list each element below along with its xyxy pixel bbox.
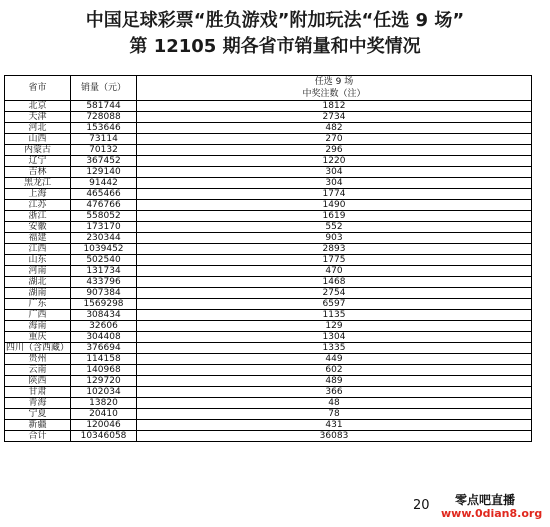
- cell-winners: 1812: [137, 101, 532, 112]
- cell-sales: 1569298: [71, 299, 137, 310]
- cell-winners: 48: [137, 398, 532, 409]
- table-row: [5, 387, 532, 398]
- cell-province: 云南: [5, 365, 71, 376]
- cell-sales: 308434: [71, 310, 137, 321]
- cell-winners: 482: [137, 123, 532, 134]
- table-row: [5, 178, 532, 189]
- cell-sales: 502540: [71, 255, 137, 266]
- cell-winners: 6597: [137, 299, 532, 310]
- cell-province: 湖南: [5, 288, 71, 299]
- cell-sales: 476766: [71, 200, 137, 211]
- cell-sales: 70132: [71, 145, 137, 156]
- cell-sales: 907384: [71, 288, 137, 299]
- cell-winners: 129: [137, 321, 532, 332]
- table-row: [5, 310, 532, 321]
- table-row: [5, 431, 532, 442]
- cell-province: 山西: [5, 134, 71, 145]
- cell-winners: 296: [137, 145, 532, 156]
- cell-province: 海南: [5, 321, 71, 332]
- cell-winners: 470: [137, 266, 532, 277]
- cell-winners: 489: [137, 376, 532, 387]
- table-body: [5, 101, 532, 442]
- table-row: [5, 332, 532, 343]
- table-row: [5, 420, 532, 431]
- cell-province: 合计: [5, 431, 71, 442]
- cell-province: 江苏: [5, 200, 71, 211]
- page-title: 中国足球彩票“胜负游戏”附加玩法“任选 9 场”: [85, 10, 465, 31]
- table-row: [5, 266, 532, 277]
- cell-sales: 13820: [71, 398, 137, 409]
- header-winners-line2: 中奖注数（注）: [302, 89, 366, 99]
- cell-winners: 449: [137, 354, 532, 365]
- cell-province: 重庆: [5, 332, 71, 343]
- table-row: [5, 277, 532, 288]
- page-subtitle: 第 12105 期各省市销量和中奖情况: [129, 36, 421, 57]
- cell-sales: 376694: [71, 343, 137, 354]
- table-row: [5, 365, 532, 376]
- cell-province: 广东: [5, 299, 71, 310]
- table-row: [5, 123, 532, 134]
- table-row: [5, 343, 532, 354]
- table-row: [5, 134, 532, 145]
- table-row: [5, 233, 532, 244]
- watermark-url: www.0dian8.org: [441, 507, 543, 520]
- cell-province: 广西: [5, 310, 71, 321]
- cell-sales: 367452: [71, 156, 137, 167]
- table-header-row: [5, 76, 532, 101]
- cell-province: 北京: [5, 101, 71, 112]
- table-row: [5, 299, 532, 310]
- header-province: 省市: [5, 76, 71, 101]
- cell-winners: 304: [137, 167, 532, 178]
- cell-province: 陕西: [5, 376, 71, 387]
- cell-sales: 114158: [71, 354, 137, 365]
- header-winners: [137, 76, 532, 101]
- cell-sales: 73114: [71, 134, 137, 145]
- cell-province: 福建: [5, 233, 71, 244]
- cell-sales: 304408: [71, 332, 137, 343]
- cell-sales: 230344: [71, 233, 137, 244]
- watermark-name: 零点吧直播: [455, 493, 516, 507]
- table-row: [5, 112, 532, 123]
- cell-sales: 465466: [71, 189, 137, 200]
- cell-sales: 433796: [71, 277, 137, 288]
- table-row: [5, 398, 532, 409]
- cell-winners: 36083: [137, 431, 532, 442]
- cell-sales: 120046: [71, 420, 137, 431]
- cell-province: 甘肃: [5, 387, 71, 398]
- table-row: [5, 376, 532, 387]
- cell-winners: 431: [137, 420, 532, 431]
- cell-winners: 1468: [137, 277, 532, 288]
- cell-winners: 552: [137, 222, 532, 233]
- cell-province: 天津: [5, 112, 71, 123]
- cell-winners: 304: [137, 178, 532, 189]
- cell-province: 内蒙古: [5, 145, 71, 156]
- cell-sales: 153646: [71, 123, 137, 134]
- cell-province: 山东: [5, 255, 71, 266]
- cell-province: 辽宁: [5, 156, 71, 167]
- cell-sales: 129720: [71, 376, 137, 387]
- cell-sales: 20410: [71, 409, 137, 420]
- cell-province: 河北: [5, 123, 71, 134]
- cell-sales: 32606: [71, 321, 137, 332]
- cell-winners: 2754: [137, 288, 532, 299]
- cell-province: 上海: [5, 189, 71, 200]
- table-row: [5, 145, 532, 156]
- cell-sales: 140968: [71, 365, 137, 376]
- table-row: [5, 200, 532, 211]
- cell-winners: 1490: [137, 200, 532, 211]
- cell-winners: 2893: [137, 244, 532, 255]
- cell-winners: 1220: [137, 156, 532, 167]
- cell-sales: 129140: [71, 167, 137, 178]
- cell-winners: 602: [137, 365, 532, 376]
- table-row: [5, 354, 532, 365]
- table-row: [5, 288, 532, 299]
- cell-province: 四川（含西藏）: [5, 343, 69, 353]
- cell-province: 黑龙江: [5, 178, 71, 189]
- cell-winners: 903: [137, 233, 532, 244]
- cell-winners: 1775: [137, 255, 532, 266]
- page-number-fragment: 20: [413, 498, 430, 513]
- cell-province: 宁夏: [5, 409, 71, 420]
- cell-sales: 91442: [71, 178, 137, 189]
- table-row: [5, 222, 532, 233]
- table-row: [5, 211, 532, 222]
- cell-sales: 728088: [71, 112, 137, 123]
- table-row: [5, 167, 532, 178]
- cell-winners: 366: [137, 387, 532, 398]
- table-row: [5, 101, 532, 112]
- table-row: [5, 189, 532, 200]
- header-sales: 销量（元）: [71, 76, 137, 101]
- cell-winners: 78: [137, 409, 532, 420]
- cell-province: 安徽: [5, 222, 71, 233]
- cell-winners: 270: [137, 134, 532, 145]
- cell-sales: 102034: [71, 387, 137, 398]
- cell-province: 江西: [5, 244, 71, 255]
- table-row: [5, 409, 532, 420]
- table-row: [5, 321, 532, 332]
- cell-winners: 2734: [137, 112, 532, 123]
- cell-sales: 131734: [71, 266, 137, 277]
- cell-sales: 1039452: [71, 244, 137, 255]
- cell-winners: 1619: [137, 211, 532, 222]
- cell-province: 河南: [5, 266, 71, 277]
- cell-province: 浙江: [5, 211, 71, 222]
- cell-winners: 1335: [137, 343, 532, 354]
- cell-sales: 10346058: [71, 431, 137, 442]
- header-winners-line1: 任选 9 场: [314, 77, 354, 87]
- cell-sales: 581744: [71, 101, 137, 112]
- cell-province: 吉林: [5, 167, 71, 178]
- cell-province: 青海: [5, 398, 71, 409]
- sales-table: [4, 75, 532, 442]
- cell-sales: 558052: [71, 211, 137, 222]
- table-row: [5, 244, 532, 255]
- cell-province: 新疆: [5, 420, 71, 431]
- cell-province: 贵州: [5, 354, 71, 365]
- table-row: [5, 255, 532, 266]
- cell-winners: 1135: [137, 310, 532, 321]
- cell-winners: 1304: [137, 332, 532, 343]
- table-row: [5, 156, 532, 167]
- cell-winners: 1774: [137, 189, 532, 200]
- cell-province: 湖北: [5, 277, 71, 288]
- cell-sales: 173170: [71, 222, 137, 233]
